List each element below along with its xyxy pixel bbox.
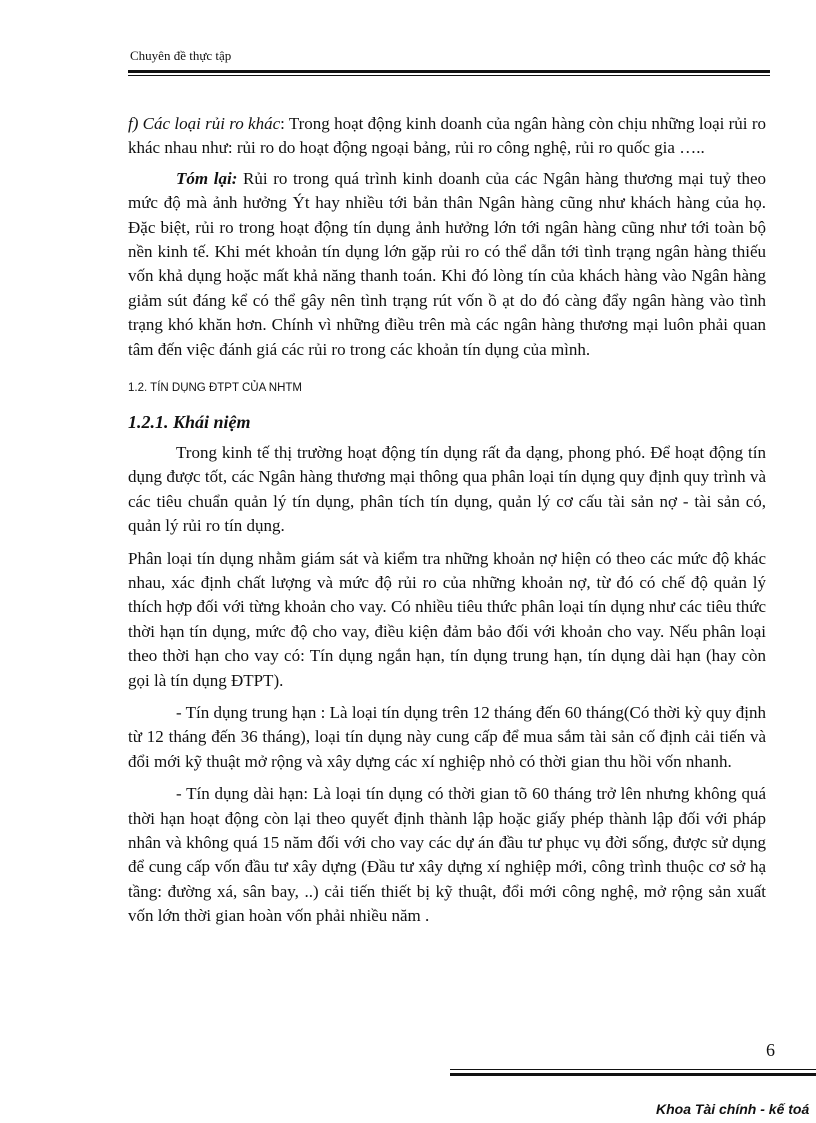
- header-rule-thick: [128, 70, 770, 73]
- page-number: 6: [766, 1040, 775, 1060]
- header-rule-thin: [128, 75, 770, 76]
- footer-rule-thin: [450, 1069, 816, 1070]
- paragraph-other-risks-text: : Trong hoạt động kinh doanh của ngân hàng còn chịu những loại rủi ro khác nhau như: rủi ro do hoạt động ngoại bảng, rủi ro công nghệ, rủi ro quốc gia …..: [128, 114, 766, 158]
- summary-lead: Tóm lại:: [176, 168, 238, 188]
- subsection-heading: 1.2.1. Khái niệm: [128, 412, 251, 433]
- paragraph-medium-term-credit: - Tín dụng trung hạn : Là loại tín dụng trên 12 tháng đến 60 tháng(Có thời kỳ quy định từ 12 tháng đến 36 tháng), loại tín dụng này cung cấp để mua sắm tài sản cố định cải tiến và đổi mới kỹ thuật mở rộng và xây dựng các xí nghiệp nhỏ có thời gian thu hồi vốn nhanh.: [128, 702, 766, 771]
- paragraph-other-risks: [128, 112, 766, 161]
- paragraph-summary: [128, 167, 766, 362]
- footer-rule-thick: [450, 1073, 816, 1076]
- section-heading: 1.2. TÍN DỤNG ĐTPT CỦA NHTM: [128, 382, 303, 395]
- footer-department: Khoa Tài chính - kế toá: [656, 1101, 810, 1117]
- paragraph-credit-intro: Trong kinh tế thị trường hoạt động tín dụng rất đa dạng, phong phó. Để hoạt động tín dụng được tốt, các Ngân hàng thương mại thông qua phân loại tín dụng quy định quy trình và các tiêu chuẩn quản lý tín dụng, phân tích tín dụng, quản lý cơ cấu tài sản nợ - tài sản có, quản lý rủi ro tín dụng.: [128, 442, 766, 536]
- header-title: Chuyên đề thực tập: [130, 48, 232, 63]
- paragraph-long-term-credit: - Tín dụng dài hạn: Là loại tín dụng có thời gian tõ 60 tháng trở lên nhưng không quá thời hạn hoạt động còn lại theo quyết định thành lập hoặc giấy phép thành lập đối với pháp nhân và không quá 15 năm đối với cho vay các dự án đầu tư phục vụ đời sống, được sử dụng để cung cấp vốn đầu tư xây dựng (Đầu tư xây dựng xí nghiệp mới, công trình thuộc cơ sở hạ tầng: đường xá, sân bay, ..) cải tiến thiết bị kỹ thuật, đổi mới công nghệ, mở rộng sản xuất vốn lớn thời gian hoàn vốn phải nhiều năm .: [128, 784, 766, 926]
- summary-text: Rủi ro trong quá trình kinh doanh của các Ngân hàng thương mại tuỷ theo mức độ mà ảnh hưởng Ýt hay nhiều tới bản thân Ngân hàng cũng như khách hàng của họ. Đặc biệt, rủi ro trong hoạt động tín dụng ảnh hưởng lớn tới ngân hàng cũng như tới toàn bộ nền kinh tế. Khi mét khoản tín dụng lớn gặp rủi ro có thể dẫn tới tình trạng ngân hàng thiếu vốn khả dụng hoặc mất khả năng thanh toán. Khi đó lòng tín của khách hàng vào Ngân hàng giảm sút đáng kể có thể gây nên tình trạng rút vốn ồ ạt do đó càng đẩy ngân hàng vào tình trạng khó khăn hơn. Chính vì những điều trên mà các ngân hàng thương mại luôn phải quan tâm đến việc đánh giá các rủi ro trong các khoản tín dụng của mình.: [128, 168, 766, 359]
- paragraph-credit-classification: Phân loại tín dụng nhằm giám sát và kiểm tra những khoản nợ hiện có theo các mức độ khác nhau, xác định chất lượng và mức độ rủi ro của những khoản nợ, từ đó có chế độ quản lý thích hợp đối với từng khoản cho vay. Có nhiều tiêu thức phân loại tín dụng như các tiêu thức thời hạn tín dụng, mức độ cho vay, điều kiện đảm bảo đối với khoản cho vay. Nếu phân loại theo thời hạn cho vay có: Tín dụng ngắn hạn, tín dụng trung hạn, tín dụng dài hạn (hay còn gọi là tín dụng ĐTPT).: [128, 548, 766, 690]
- document-body: [128, 112, 766, 929]
- paragraph-other-risks-lead: f) Các loại rủi ro khác: [128, 114, 281, 133]
